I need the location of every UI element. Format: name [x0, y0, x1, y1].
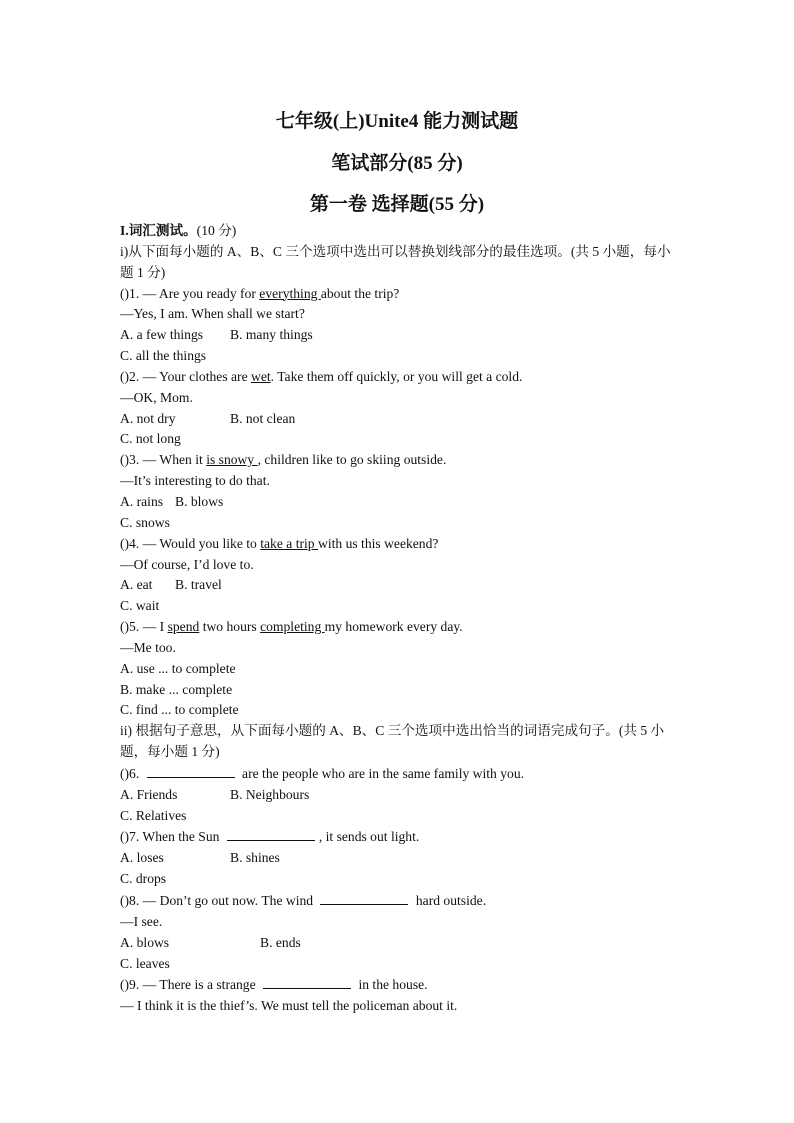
option-a: A. a few things: [120, 327, 204, 343]
question-4-response: —Of course, I’d love to.: [120, 556, 254, 572]
part-a-instructions: i)从下面每小题的 A、B、C 三个选项中选出可以替换划线部分的最佳选项。(共 5 小题，每小题 1 分): [120, 243, 671, 280]
question-6: ()6. are the people who are in the same family with you.: [120, 763, 680, 785]
question-6-options: [120, 785, 680, 806]
part-b-instructions: ii) 根据句子意思，从下面每小题的 A、B、C 三个选项中选出恰当的词语完成句子。(共 5 小题，每小题 1 分): [120, 723, 665, 760]
option-c: C. not long: [120, 431, 181, 447]
option-b: B. many things: [230, 327, 313, 343]
question-3-options: [120, 492, 680, 513]
question-4-options: [120, 575, 680, 596]
option-c: C. drops: [120, 871, 167, 887]
option-a: A. rains: [120, 493, 164, 509]
question-2: ()2. — Your clothes are wet. Take them off quickly, or you will get a cold.: [120, 368, 523, 384]
option-b: B. Neighbours: [230, 786, 310, 802]
option-b: B. travel: [175, 577, 222, 593]
question-8-response: —I see.: [120, 913, 163, 929]
question-9: ()9. — There is a strange in the house.: [120, 974, 680, 996]
option-a: A. use ... to complete: [120, 660, 236, 676]
option-b: B. not clean: [230, 410, 296, 426]
question-2-options: [120, 409, 680, 430]
option-a: A. loses: [120, 850, 164, 866]
option-c: C. all the things: [120, 348, 207, 364]
option-c: C. find ... to complete: [120, 702, 239, 718]
question-2-response: —OK, Mom.: [120, 389, 193, 405]
option-b: B. make ... complete: [120, 681, 233, 697]
question-1-options: [120, 325, 680, 346]
option-c: C. Relatives: [120, 807, 187, 823]
question-7: ()7. When the Sun , it sends out light.: [120, 826, 680, 848]
question-8: ()8. — Don’t go out now. The wind hard outside.: [120, 890, 680, 912]
question-5-response: —Me too.: [120, 639, 176, 655]
question-7-options: [120, 848, 680, 869]
option-a: A. blows: [120, 934, 170, 950]
question-1: ()1. — Are you ready for everything about the trip?: [120, 285, 400, 301]
volume-title: 第一卷 选择题(55 分): [309, 194, 485, 215]
option-b: B. shines: [230, 850, 280, 866]
answer-blank: [263, 974, 351, 989]
option-a: A. not dry: [120, 410, 176, 426]
option-a: A. eat: [120, 577, 153, 593]
question-9-response: — I think it is the thief’s. We must tell the policeman about it.: [120, 998, 458, 1014]
exam-content: [120, 221, 680, 1017]
option-a: A. Friends: [120, 786, 178, 802]
question-5: ()5. — I spend two hours completing my homework every day.: [120, 619, 463, 635]
question-1-response: —Yes, I am. When shall we start?: [120, 306, 305, 322]
page-subtitle: 笔试部分(85 分): [331, 153, 463, 174]
answer-blank: [147, 763, 235, 778]
question-4: ()4. — Would you like to take a trip with us this weekend?: [120, 535, 439, 551]
option-c: C. snows: [120, 514, 170, 530]
option-b: B. ends: [260, 934, 301, 950]
question-3: ()3. — When it is snowy , children like to go skiing outside.: [120, 452, 447, 468]
page-title: 七年级(上)Unite4 能力测试题: [275, 111, 519, 132]
option-b: B. blows: [175, 493, 224, 509]
question-8-options: [120, 933, 680, 954]
question-3-response: —It’s interesting to do that.: [120, 473, 270, 489]
option-c: C. wait: [120, 598, 160, 614]
answer-blank: [227, 826, 315, 841]
option-c: C. leaves: [120, 955, 170, 971]
section-heading: I.词汇测试。(10 分): [120, 223, 237, 238]
answer-blank: [320, 890, 408, 905]
